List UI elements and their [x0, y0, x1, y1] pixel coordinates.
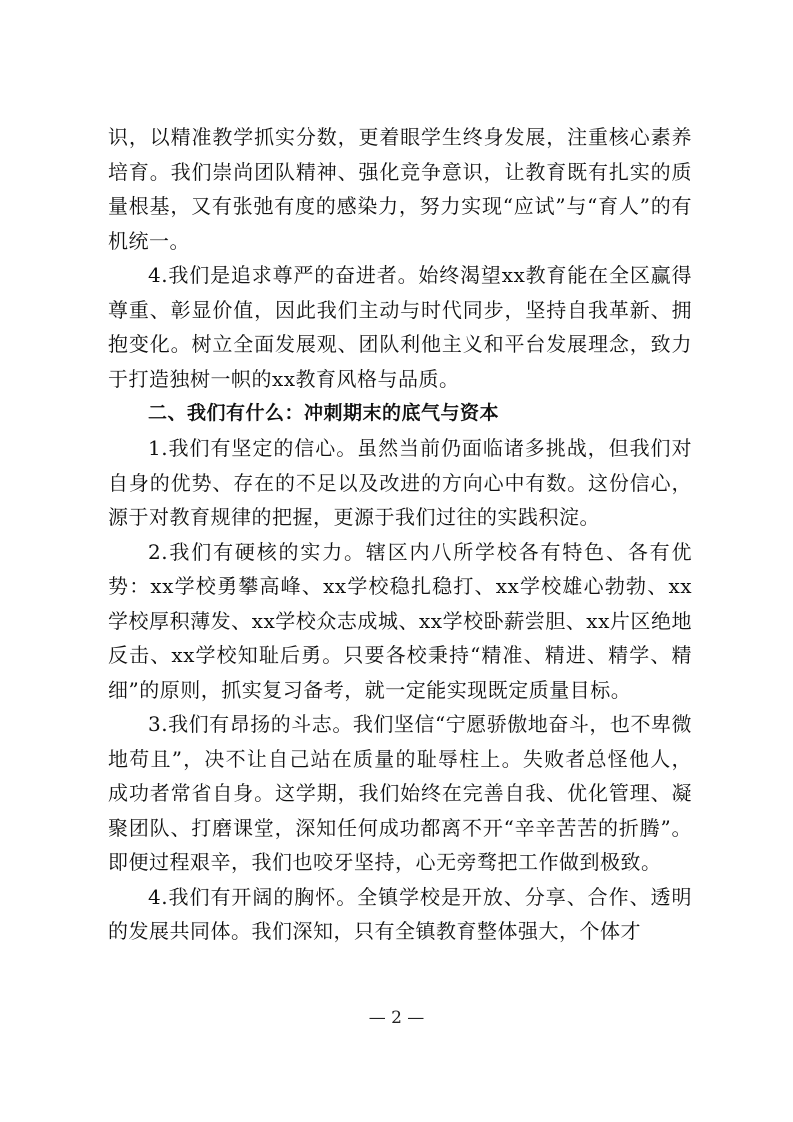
paragraph-item-1-confidence: 1.我们有坚定的信心。虽然当前仍面临诸多挑战，但我们对自身的优势、存在的不足以及改进的方向心中有数。这份信心，源于对教育规律的把握，更源于我们过往的实践积淀。: [108, 436, 692, 529]
section-heading-2: 二、我们有什么：冲刺期末的底气与资本: [148, 402, 500, 424]
page-number: — 2 —: [368, 1008, 425, 1028]
paragraph-item-4-dignity: 4.我们是追求尊严的奋进者。始终渴望xx教育能在全区赢得尊重、彰显价值，因此我们主动与时代同步，坚持自我革新、拥抱变化。树立全面发展观、团队利他主义和平台发展理念，致力于打造独树一帜的xx教育风格与品质。: [108, 263, 692, 391]
document-body: [108, 120, 692, 949]
paragraph-item-2-strength: 2.我们有硬核的实力。辖区内八所学校各有特色、各有优势：xx学校勇攀高峰、xx学校稳扎稳打、xx学校雄心勃勃、xx学校厚积薄发、xx学校众志成城、xx学校卧薪尝胆、xx片区绝地反击、xx学校知耻后勇。只要各校秉持“精准、精进、精学、精细”的原则，抓实复习备考，就一定能实现既定质量目标。: [108, 539, 692, 702]
paragraph-continuation: 识，以精准教学抓实分数，更着眼学生终身发展，注重核心素养培育。我们崇尚团队精神、强化竞争意识，让教育既有扎实的质量根基，又有张弛有度的感染力，努力实现“应试”与“育人”的有机统一。: [108, 125, 692, 253]
paragraph-item-4-openness: 4.我们有开阔的胸怀。全镇学校是开放、分享、合作、透明的发展共同体。我们深知，只有全镇教育整体强大，个体才: [108, 884, 692, 943]
paragraph-item-3-spirit: 3.我们有昂扬的斗志。我们坚信“宁愿骄傲地奋斗，也不卑微地苟且”，决不让自己站在质量的耻辱柱上。失败者总怪他人，成功者常省自身。这学期，我们始终在完善自我、优化管理、凝聚团队、打磨课堂，深知任何成功都离不开“辛辛苦苦的折腾”。即便过程艰辛，我们也咬牙坚持，心无旁骛把工作做到极致。: [108, 712, 692, 874]
